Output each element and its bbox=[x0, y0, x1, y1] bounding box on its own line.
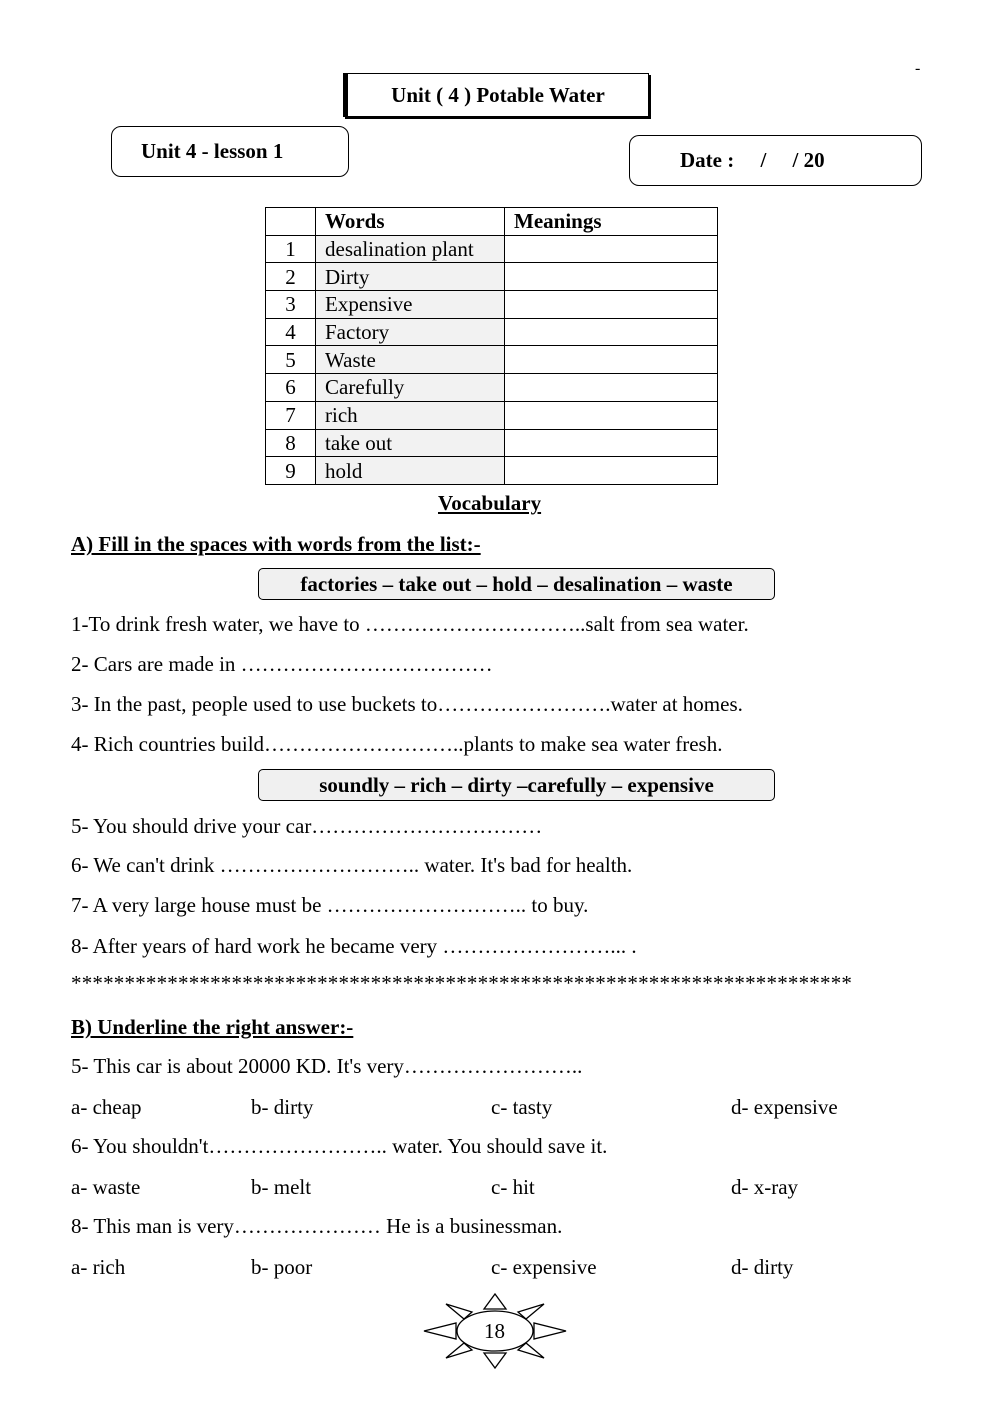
table-row bbox=[266, 457, 718, 485]
header-words: Words bbox=[316, 208, 505, 236]
question: 8- After years of hard work he became very ……………………... . bbox=[71, 934, 637, 958]
meaning-cell[interactable] bbox=[505, 346, 718, 374]
question: 3- In the past, people used to use buckets to…………………….water at homes. bbox=[71, 692, 743, 716]
separator: ************************************************************************* bbox=[71, 971, 853, 995]
word-cell: Dirty bbox=[316, 263, 505, 291]
answer-option[interactable]: c- tasty bbox=[491, 1095, 553, 1119]
row-number: 2 bbox=[266, 263, 316, 291]
meaning-cell[interactable] bbox=[505, 457, 718, 485]
word-list-box-1: factories – take out – hold – desalination – waste bbox=[258, 568, 775, 600]
row-number: 9 bbox=[266, 457, 316, 485]
question: 6- We can't drink ……………………….. water. It's bad for health. bbox=[71, 853, 633, 877]
date-label: Date : / / 20 bbox=[680, 148, 825, 172]
row-number: 5 bbox=[266, 346, 316, 374]
lesson-box bbox=[111, 126, 349, 177]
unit-title-banner bbox=[343, 73, 649, 117]
table-row bbox=[266, 235, 718, 263]
lesson-label: Unit 4 - lesson 1 bbox=[141, 139, 284, 163]
answer-option[interactable]: b- melt bbox=[251, 1175, 312, 1199]
page-number: 18 bbox=[484, 1319, 505, 1343]
section-a-title: A) Fill in the spaces with words from the list:- bbox=[71, 532, 481, 556]
answer-option[interactable]: d- x-ray bbox=[731, 1175, 799, 1199]
question: 6- You shouldn't…………………….. water. You should save it. bbox=[71, 1134, 608, 1158]
table-row bbox=[266, 291, 718, 319]
answer-option[interactable]: b- poor bbox=[251, 1255, 313, 1279]
table-header-row bbox=[266, 208, 718, 236]
question: 4- Rich countries build………………………..plants to make sea water fresh. bbox=[71, 732, 723, 756]
word-cell: Factory bbox=[316, 318, 505, 346]
meaning-cell[interactable] bbox=[505, 429, 718, 457]
section-b-title: B) Underline the right answer:- bbox=[71, 1015, 354, 1039]
table-row bbox=[266, 429, 718, 457]
table-row bbox=[266, 318, 718, 346]
table-row bbox=[266, 346, 718, 374]
answer-option[interactable]: c- hit bbox=[491, 1175, 535, 1199]
row-number: 1 bbox=[266, 235, 316, 263]
question: 5- This car is about 20000 KD. It's very…………………….. bbox=[71, 1054, 583, 1078]
answer-option[interactable]: a- waste bbox=[71, 1175, 141, 1199]
question: 7- A very large house must be ……………………….. to buy. bbox=[71, 893, 589, 917]
meaning-cell[interactable] bbox=[505, 401, 718, 429]
answer-option[interactable]: a- rich bbox=[71, 1255, 126, 1279]
answer-option[interactable]: a- cheap bbox=[71, 1095, 142, 1119]
table-row bbox=[266, 401, 718, 429]
answer-option[interactable]: b- dirty bbox=[251, 1095, 314, 1119]
question: 5- You should drive your car…………………………… bbox=[71, 814, 543, 838]
question: 1-To drink fresh water, we have to …………………………..salt from sea water. bbox=[71, 612, 749, 636]
word-cell: Expensive bbox=[316, 291, 505, 319]
date-box bbox=[629, 135, 922, 186]
word-cell: Waste bbox=[316, 346, 505, 374]
word-cell: Carefully bbox=[316, 374, 505, 402]
row-number: 8 bbox=[266, 429, 316, 457]
question: 2- Cars are made in ……………………………… bbox=[71, 652, 493, 676]
vocabulary-table bbox=[265, 207, 718, 485]
row-number: 4 bbox=[266, 318, 316, 346]
question: 8- This man is very………………… He is a businessman. bbox=[71, 1214, 563, 1238]
word-cell: desalination plant bbox=[316, 235, 505, 263]
meaning-cell[interactable] bbox=[505, 291, 718, 319]
unit-title: Unit ( 4 ) Potable Water bbox=[391, 82, 605, 107]
row-number: 3 bbox=[266, 291, 316, 319]
meaning-cell[interactable] bbox=[505, 235, 718, 263]
header-number bbox=[266, 208, 316, 236]
answer-option[interactable]: d- expensive bbox=[731, 1095, 838, 1119]
word-cell: hold bbox=[316, 457, 505, 485]
table-row bbox=[266, 263, 718, 291]
table-row bbox=[266, 374, 718, 402]
row-number: 7 bbox=[266, 401, 316, 429]
word-cell: rich bbox=[316, 401, 505, 429]
word-cell: take out bbox=[316, 429, 505, 457]
header-meanings: Meanings bbox=[505, 208, 718, 236]
meaning-cell[interactable] bbox=[505, 318, 718, 346]
word-list-box-2: soundly – rich – dirty –carefully – expensive bbox=[258, 769, 775, 801]
meaning-cell[interactable] bbox=[505, 263, 718, 291]
answer-option[interactable]: d- dirty bbox=[731, 1255, 794, 1279]
meaning-cell[interactable] bbox=[505, 374, 718, 402]
answer-option[interactable]: c- expensive bbox=[491, 1255, 597, 1279]
corner-mark: - bbox=[915, 60, 921, 77]
vocabulary-heading: Vocabulary bbox=[438, 491, 542, 515]
row-number: 6 bbox=[266, 374, 316, 402]
